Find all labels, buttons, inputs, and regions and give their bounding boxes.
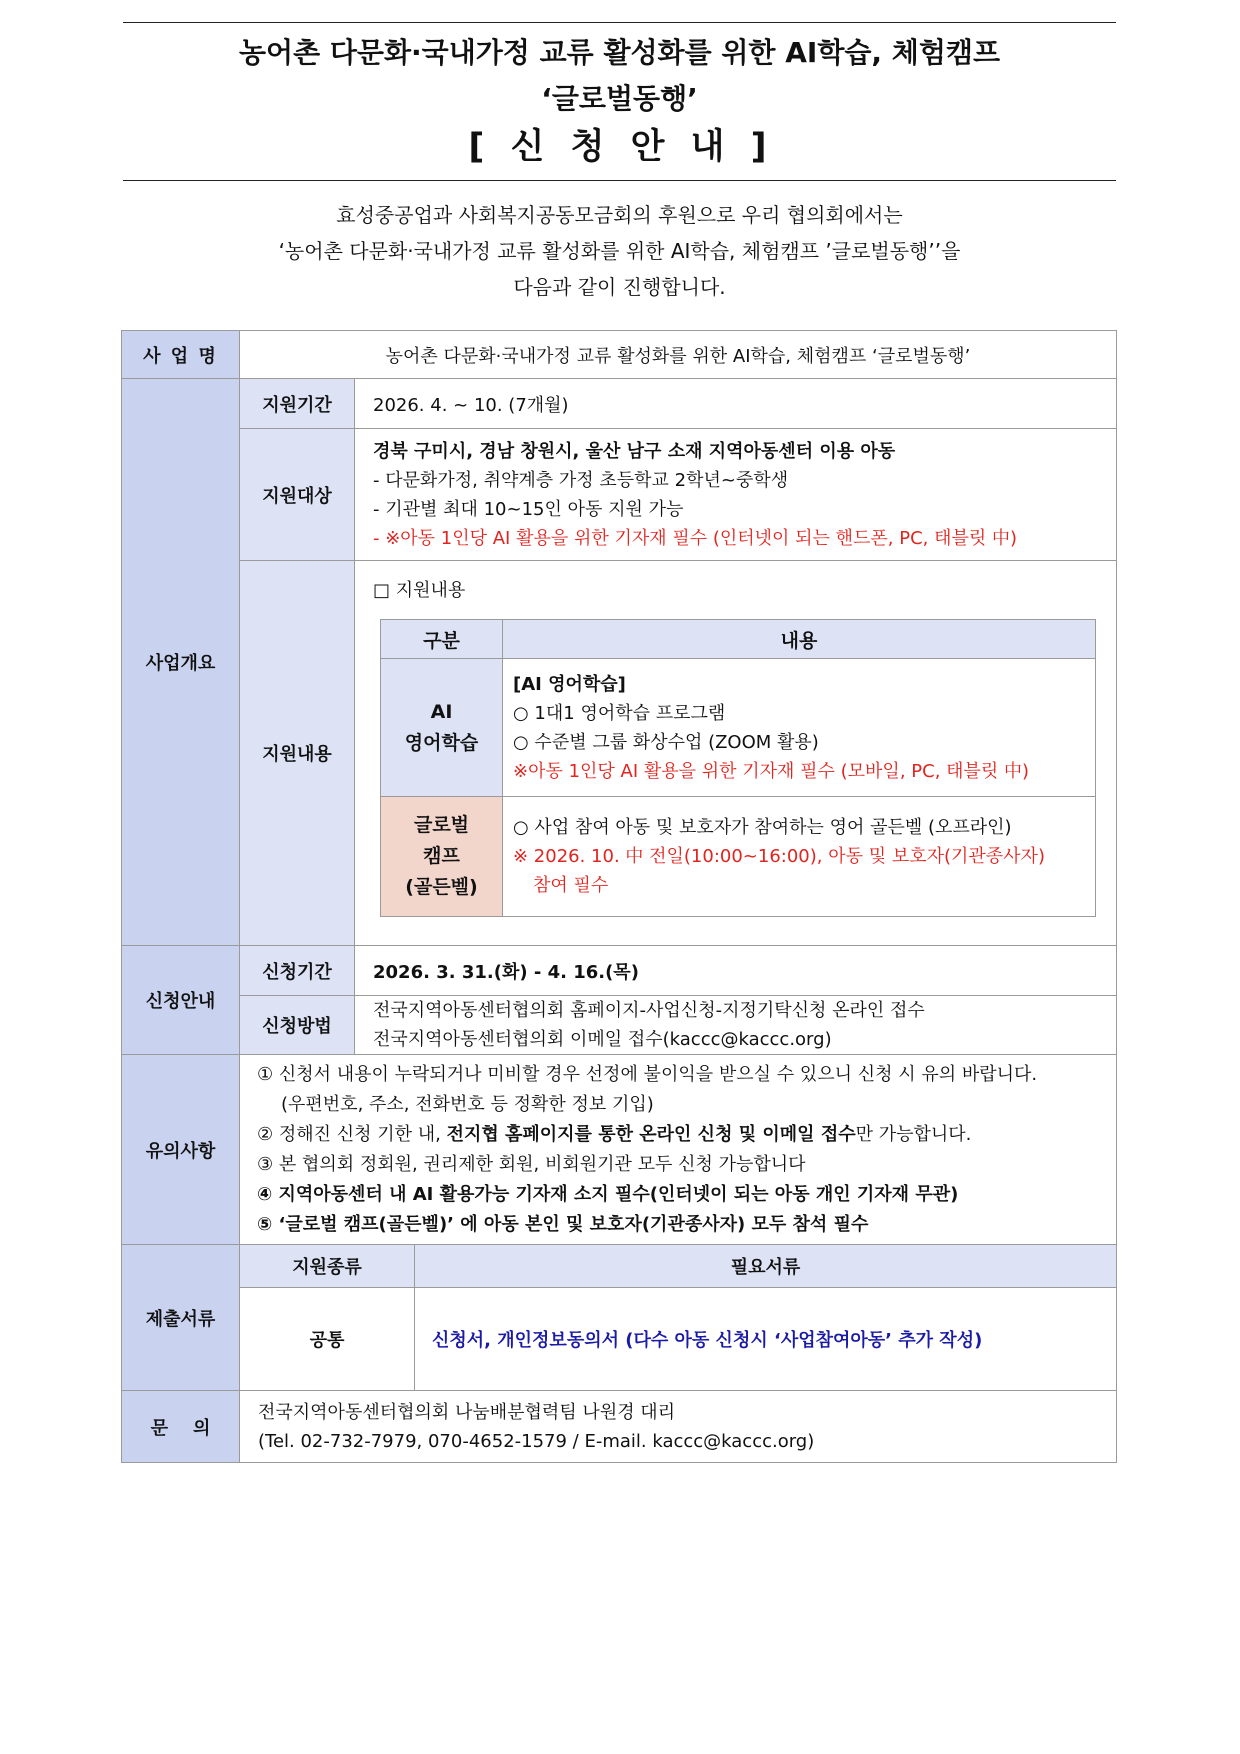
support-period-value: 2026. 4. ~ 10. (7개월) xyxy=(355,379,1117,429)
target-line-3: - 기관별 최대 10~15인 아동 지원 가능 xyxy=(373,498,684,520)
camp-line-3: 참여 필수 xyxy=(533,875,609,896)
inner-row-camp xyxy=(381,797,1096,917)
global-camp-label xyxy=(381,797,503,917)
intro-line-3: 다음과 같이 진행합니다. xyxy=(513,275,726,299)
row-documents-header xyxy=(122,1245,1117,1288)
documents-col1-header: 지원종류 xyxy=(240,1245,415,1288)
support-target-label: 지원대상 xyxy=(240,429,355,561)
note-5: ⑤ ‘글로벌 캠프(골든벨)’ 에 아동 본인 및 보호자(기관종사자) 모두 참석 필수 xyxy=(257,1213,869,1235)
method-line-1: 전국지역아동센터협의회 홈페이지-사업신청-지정기탁신청 온라인 접수 xyxy=(373,1000,925,1021)
ai-line-4: ※아동 1인당 AI 활용을 위한 기자재 필수 (모바일, PC, 태블릿 中) xyxy=(513,760,1030,782)
notes-label: 유의사항 xyxy=(122,1055,240,1245)
intro-text xyxy=(123,197,1116,305)
title-line-1: 농어촌 다문화·국내가정 교류 활성화를 위한 AI학습, 체험캠프 xyxy=(238,36,1000,69)
note-2-post: 만 가능합니다. xyxy=(855,1123,972,1145)
row-contact xyxy=(122,1391,1117,1463)
row-project-name xyxy=(122,331,1117,379)
row-application-method xyxy=(122,996,1117,1055)
content-heading: □ 지원내용 xyxy=(373,580,466,601)
intro-line-2: ‘농어촌 다문화·국내가정 교류 활성화를 위한 AI학습, 체험캠프 ’글로벌동행’’을 xyxy=(278,239,961,263)
note-2 xyxy=(257,1120,1116,1150)
ai-english-content xyxy=(503,659,1096,797)
application-method-label: 신청방법 xyxy=(240,996,355,1055)
note-3: ③ 본 협의회 정회원, 권리제한 회원, 비회원기관 모두 신청 가능합니다 xyxy=(257,1153,806,1175)
ai-line-1: [AI 영어학습] xyxy=(513,673,626,695)
inner-col1-header: 구분 xyxy=(381,620,503,659)
note-2-bold: 전지협 홈페이지를 통한 온라인 신청 및 이메일 접수 xyxy=(446,1123,856,1145)
project-name-label: 사 업 명 xyxy=(122,331,240,379)
camp-line-2: ※ 2026. 10. 中 전일(10:00~16:00), 아동 및 보호자(기관종사자) xyxy=(513,846,1045,867)
ai-label-line-2: 영어학습 xyxy=(404,731,479,754)
ai-line-2: ○ 1대1 영어학습 프로그램 xyxy=(513,702,726,724)
contact-label: 문 의 xyxy=(122,1391,240,1463)
contact-line-1: 전국지역아동센터협의회 나눔배분협력팀 나원경 대리 xyxy=(258,1401,676,1423)
note-1: ① 신청서 내용이 누락되거나 미비할 경우 선정에 불이익을 받으실 수 있으니 신청 시 유의 바랍니다. xyxy=(257,1063,1038,1085)
row-documents-common xyxy=(122,1288,1117,1391)
method-line-2: 전국지역아동센터협의회 이메일 접수(kaccc@kaccc.org) xyxy=(373,1029,832,1050)
document-header xyxy=(123,22,1116,305)
note-1-detail: (우편번호, 주소, 전화번호 등 정확한 정보 기입) xyxy=(281,1093,654,1115)
application-period-value: 2026. 3. 31.(화) - 4. 16.(목) xyxy=(355,946,1117,996)
row-notes xyxy=(122,1055,1117,1245)
contact-line-2: (Tel. 02-732-7979, 070-4652-1579 / E-mail. kaccc@kaccc.org) xyxy=(258,1430,815,1452)
support-content-label: 지원내용 xyxy=(240,561,355,946)
project-name-value: 농어촌 다문화·국내가정 교류 활성화를 위한 AI학습, 체험캠프 ‘글로벌동행’ xyxy=(240,331,1117,379)
top-rule xyxy=(123,22,1116,23)
support-period-label: 지원기간 xyxy=(240,379,355,429)
camp-label-line-3: (골든벨) xyxy=(405,876,478,898)
note-2-pre: ② 정해진 신청 기한 내, xyxy=(257,1123,447,1145)
content-detail-table xyxy=(380,619,1096,917)
inner-header-row xyxy=(381,620,1096,659)
inner-col2-header: 내용 xyxy=(503,620,1096,659)
documents-col2-header: 필요서류 xyxy=(415,1245,1117,1288)
overview-label: 사업개요 xyxy=(122,379,240,946)
documents-label: 제출서류 xyxy=(122,1245,240,1391)
title-line-2: ‘글로벌동행’ xyxy=(541,82,698,115)
info-table xyxy=(121,330,1117,1463)
application-label: 신청안내 xyxy=(122,946,240,1055)
row-application-period xyxy=(122,946,1117,996)
ai-label-line-1: AI xyxy=(430,700,453,723)
notes-value xyxy=(240,1055,1117,1245)
contact-value xyxy=(240,1391,1117,1463)
application-method-value xyxy=(355,996,1117,1055)
bottom-rule xyxy=(123,180,1116,181)
support-target-value xyxy=(355,429,1117,561)
global-camp-content xyxy=(503,797,1096,917)
documents-type: 공통 xyxy=(240,1288,415,1391)
target-line-2: - 다문화가정, 취약계층 가정 초등학교 2학년~중학생 xyxy=(373,469,789,491)
title-line-3: [ 신 청 안 내 ] xyxy=(468,127,771,167)
target-line-1: 경북 구미시, 경남 창원시, 울산 남구 소재 지역아동센터 이용 아동 xyxy=(373,440,896,462)
ai-line-3: ○ 수준별 그룹 화상수업 (ZOOM 활용) xyxy=(513,731,819,753)
intro-line-1: 효성중공업과 사회복지공동모금회의 후원으로 우리 협의회에서는 xyxy=(336,203,903,227)
row-support-content xyxy=(122,561,1117,946)
camp-line-1: ○ 사업 참여 아동 및 보호자가 참여하는 영어 골든벨 (오프라인) xyxy=(513,817,1012,838)
row-support-period xyxy=(122,379,1117,429)
inner-row-ai xyxy=(381,659,1096,797)
target-line-4: - ※아동 1인당 AI 활용을 위한 기자재 필수 (인터넷이 되는 핸드폰, PC, 태블릿 中) xyxy=(373,527,1018,549)
documents-list: 신청서, 개인정보동의서 (다수 아동 신청시 ‘사업참여아동’ 추가 작성) xyxy=(415,1288,1117,1391)
support-content-value xyxy=(355,561,1117,946)
application-period-label: 신청기간 xyxy=(240,946,355,996)
ai-english-label xyxy=(381,659,503,797)
note-4: ④ 지역아동센터 내 AI 활용가능 기자재 소지 필수(인터넷이 되는 아동 개인 기자재 무관) xyxy=(257,1183,959,1205)
camp-label-line-1: 글로벌 xyxy=(413,814,470,836)
camp-label-line-2: 캠프 xyxy=(423,845,460,867)
row-support-target xyxy=(122,429,1117,561)
